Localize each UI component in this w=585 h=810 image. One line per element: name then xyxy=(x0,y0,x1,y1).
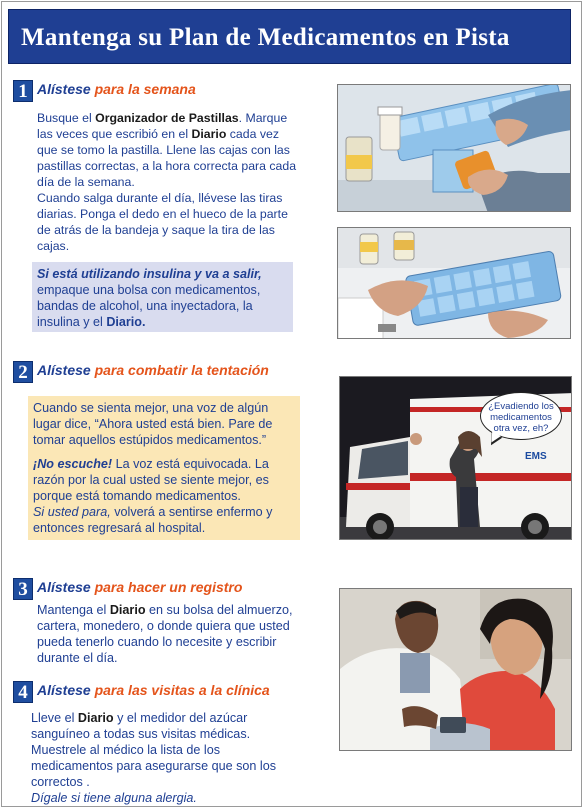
text-run: La voz está equivocada. La razón por la cual usted se siente mejor, es porque está tomando medicamentos. xyxy=(33,457,269,503)
section-4-text xyxy=(31,710,303,806)
text-run: volverá a sentirse enfermo y entonces regresará al hospital. xyxy=(33,505,273,535)
section-2-paragraph-2 xyxy=(33,456,295,504)
clinic-visit-illustration xyxy=(340,589,572,751)
text-run: y el medidor del azúcar sanguíneo a todas sus visitas médicas. Muestrele al médico la lista de los medicamentos para asegurarse que son los correctos . xyxy=(31,711,277,789)
section-4-number: 4 xyxy=(13,681,33,703)
section-3-title-a: Alístese xyxy=(37,579,91,595)
insulin-note-bold: Diario. xyxy=(106,315,146,329)
ems-label: EMS xyxy=(525,451,547,462)
text-run: cada vez que se tomo la pastilla. Llene las cajas con las pastillas correctas, a la hora correcta para cada día de la semana. xyxy=(37,127,297,189)
text-run: Mantenga el xyxy=(37,603,110,617)
header-banner xyxy=(8,9,571,64)
section-4-title-a: Alístese xyxy=(37,682,91,698)
section-4-paragraph-1 xyxy=(31,710,303,790)
section-1-title-a: Alístese xyxy=(37,81,91,97)
diary-bold: Diario xyxy=(109,603,146,617)
section-1-title-b: para la semana xyxy=(90,81,196,97)
diary-bold: Diario xyxy=(77,711,114,725)
section-1-paragraph-1 xyxy=(37,110,300,190)
clinic-visit-photo xyxy=(339,588,572,751)
section-3-title-b: para hacer un registro xyxy=(90,579,243,595)
text-run: en su bolsa del almuerzo, cartera, monedero, o donde quiera que usted pueda tenerlo cuando lo necesite y escribir durante el día. xyxy=(37,603,293,665)
section-2-paragraph-3 xyxy=(33,504,295,536)
section-1-paragraph-2: Cuando salga durante el día, llévese las tiras diarias. Ponga el dedo en el hueco de la parte de atrás de la bandeja y saque la tira de las cajas. xyxy=(37,191,288,253)
insulin-note xyxy=(37,266,293,330)
section-2-text xyxy=(33,400,295,536)
section-2-title xyxy=(37,362,269,378)
speech-bubble: ¿Evadiendo los medicamentos otra vez, eh? xyxy=(480,392,562,440)
organizer-hands-illustration xyxy=(338,228,571,339)
organizer-hands-photo xyxy=(337,227,571,339)
text-run: . Marque las veces que escribió en el xyxy=(37,111,288,141)
text-run: Busque el xyxy=(37,111,96,125)
organizer-bold: Organizador de Pastillas xyxy=(95,111,239,125)
page-title: Mantenga su Plan de Medicamentos en Pista xyxy=(21,24,510,51)
dont-listen-bold: ¡No escuche! xyxy=(33,457,113,471)
pill-organizer-illustration xyxy=(338,85,571,212)
insulin-note-text: empaque una bolsa con medicamentos, bandas de alcohol, una inyectadora, la insulina y el xyxy=(37,283,261,329)
section-3-number: 3 xyxy=(13,578,33,600)
section-3-paragraph-1 xyxy=(37,602,299,666)
section-4-title-b: para las visitas a la clínica xyxy=(90,682,270,698)
section-4-paragraph-2 xyxy=(31,790,303,806)
pill-organizer-photo xyxy=(337,84,571,212)
section-1-number: 1 xyxy=(13,80,33,102)
diary-bold: Diario xyxy=(191,127,227,141)
insulin-note-lead: Si está utilizando insulina y va a salir, xyxy=(37,267,262,281)
section-2-title-a: Alístese xyxy=(37,362,91,378)
text-run: Lleve el xyxy=(31,711,78,725)
if-you-stop-italic: Si usted para, xyxy=(33,505,111,519)
section-2-title-b: para combatir la tentación xyxy=(90,362,269,378)
section-2-paragraph-1: Cuando se sienta mejor, una voz de algún lugar dice, “Ahora usted está bien. Pare de tomar aquellos estúpidos medicamentos.” xyxy=(33,401,273,447)
section-3-text xyxy=(37,602,299,666)
section-1-title xyxy=(37,81,196,97)
allergy-italic: Dígale si tiene alguna alergia. xyxy=(31,791,197,805)
section-2-number: 2 xyxy=(13,361,33,383)
section-1-text xyxy=(37,110,300,254)
section-4-title xyxy=(37,682,270,698)
section-3-title xyxy=(37,579,242,595)
